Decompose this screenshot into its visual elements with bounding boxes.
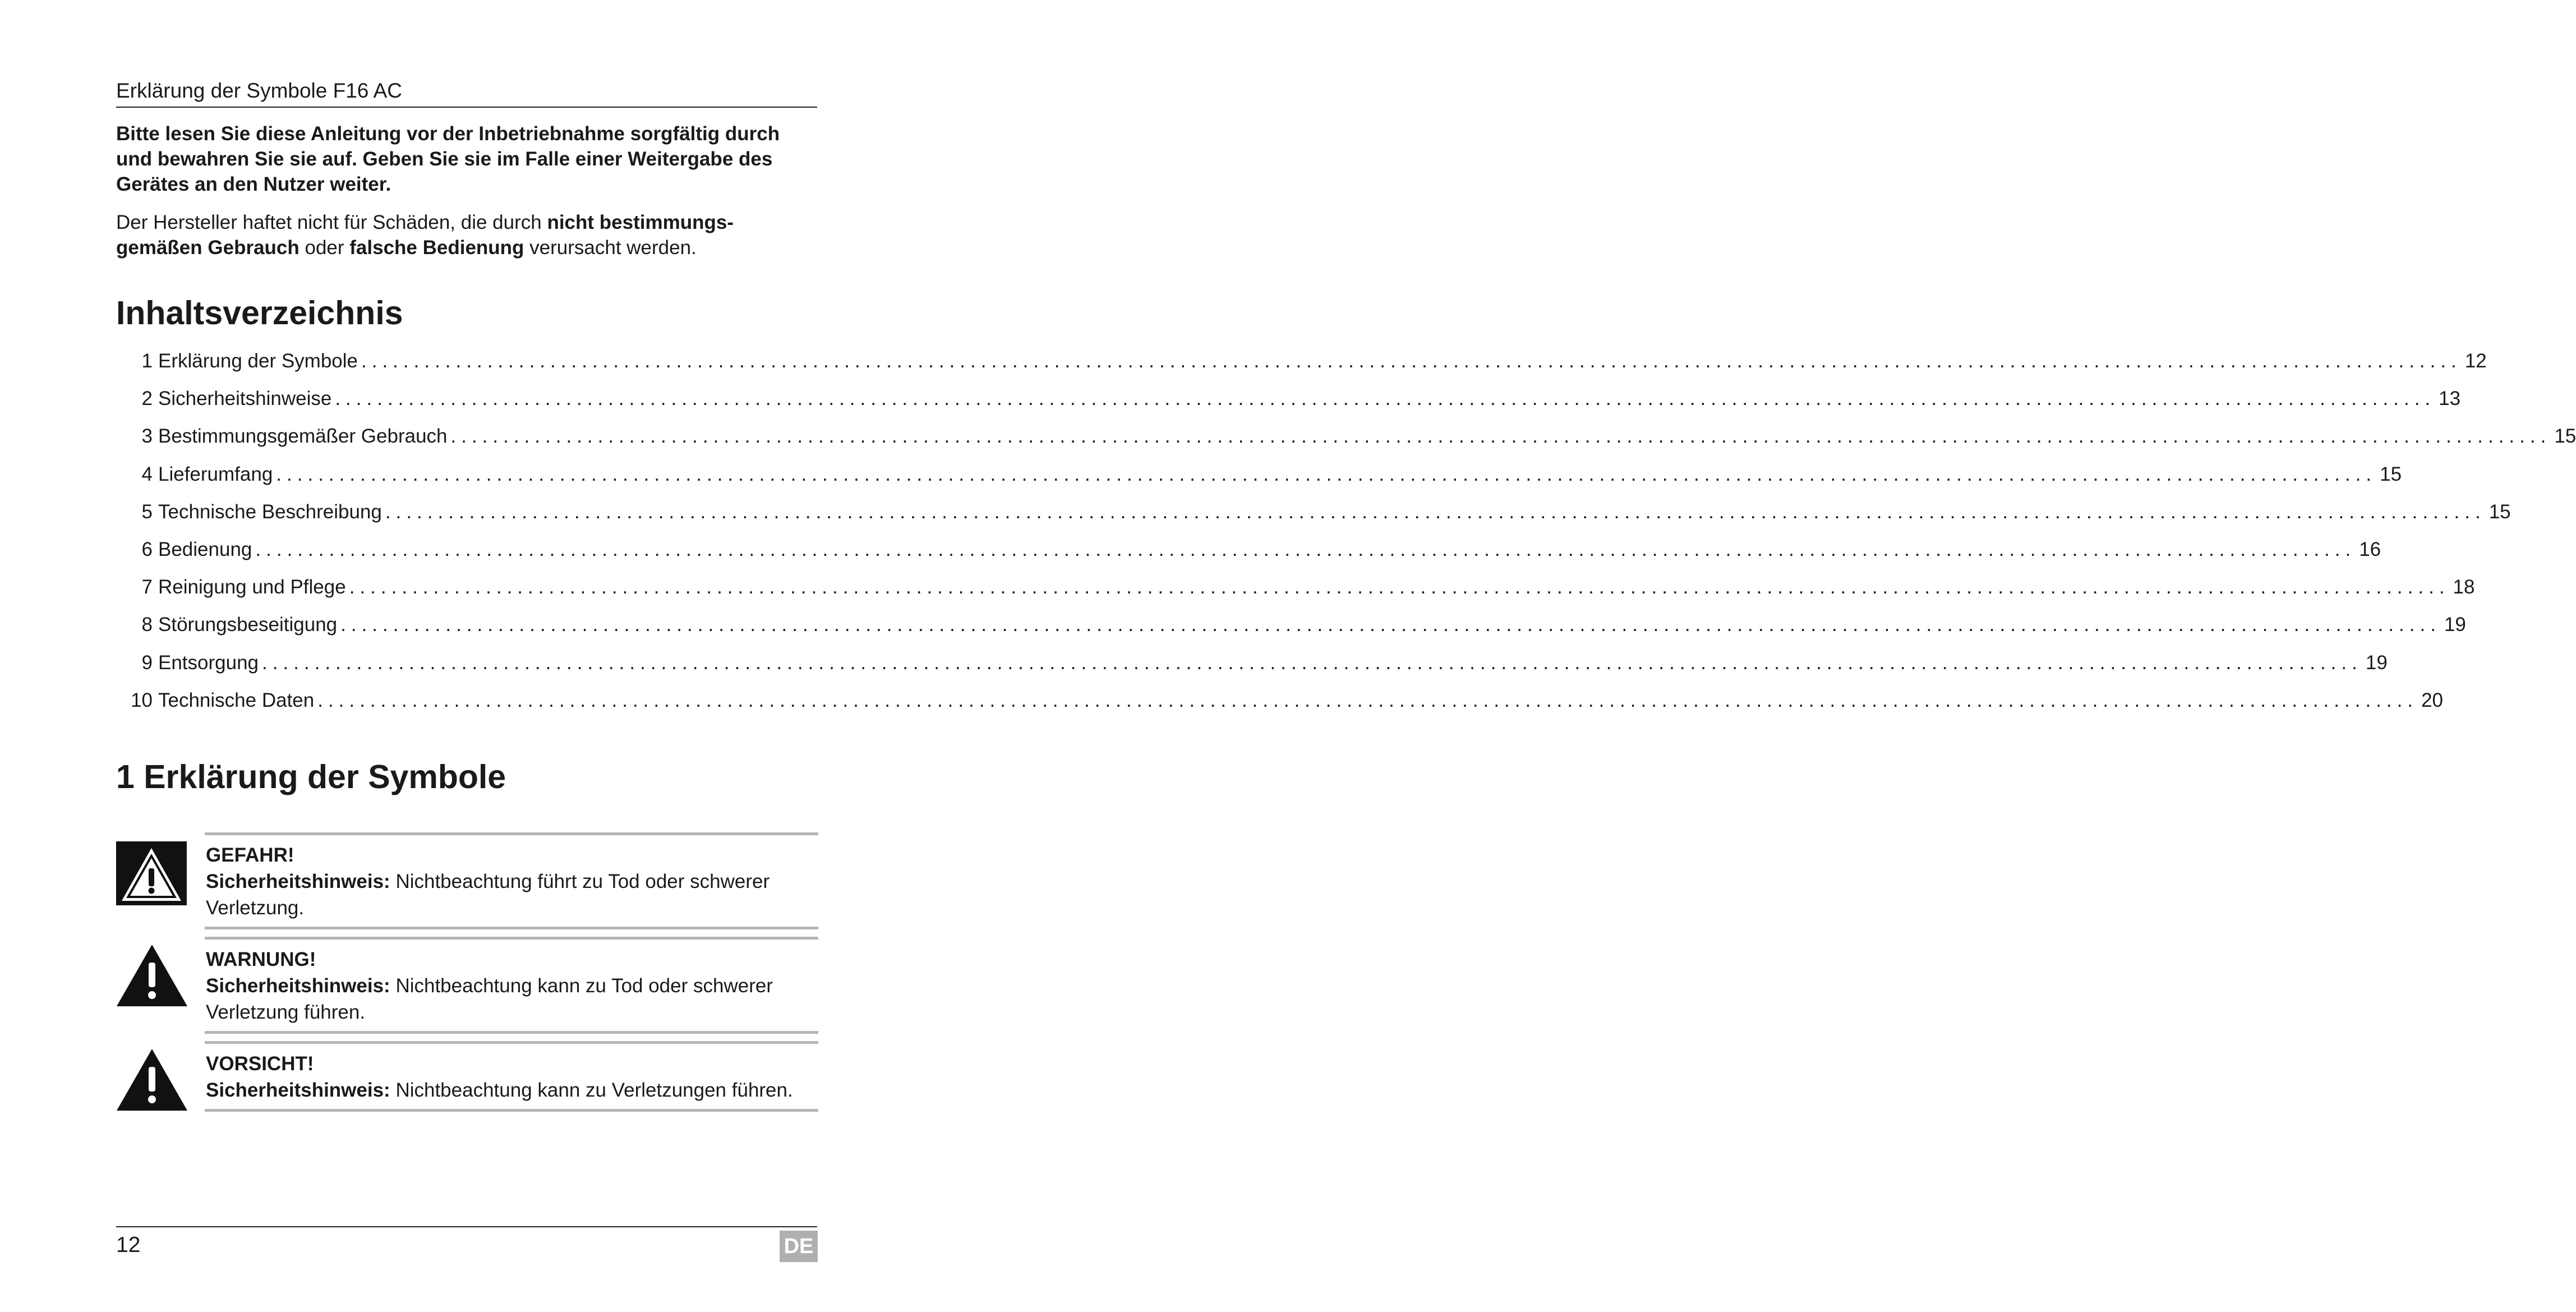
warning-notice-text: Nichtbeachtung kann zu Tod oder schwerer Verletzung führen. [206, 975, 773, 1023]
toc-entry[interactable] [123, 380, 2461, 417]
toc-entry-page: 15 [2554, 425, 2576, 448]
toc-leader-dots: ........................................................................................................................................................................................................ [317, 689, 2418, 711]
warning-triangle-icon [116, 943, 188, 1007]
caution-notice-body [206, 1077, 818, 1103]
running-header: Erklärung der Symbole F16 AC [116, 77, 817, 108]
toc-entry-page: 15 [2380, 463, 2402, 485]
toc-entry-label: Lieferumfang [158, 463, 273, 485]
toc-entry-number: 2 [141, 388, 153, 410]
toc-entry-page: 15 [2489, 500, 2511, 523]
toc-entry-label: Technische Beschreibung [158, 500, 382, 523]
toc-entry-label: Störungsbeseitigung [158, 614, 338, 636]
page-number: 12 [116, 1233, 141, 1257]
toc-entry[interactable] [123, 493, 2511, 531]
toc-leader-dots: ........................................................................................................................................................................................................ [276, 463, 2377, 485]
toc-entry-page: 16 [2359, 538, 2381, 561]
toc-entry-label: Erklärung der Symbole [158, 350, 358, 372]
toc-entry[interactable] [123, 455, 2402, 493]
danger-notice-text: Nichtbeachtung führt zu Tod oder schwerer Verletzung. [206, 871, 770, 919]
warning-notice-label: Sicherheitshinweis: [206, 975, 390, 997]
toc-entry-number: 6 [141, 538, 153, 561]
toc-entry-number: 10 [131, 689, 153, 711]
toc-entry-page: 19 [2365, 651, 2388, 674]
toc-entry-label: Sicherheitshinweise [158, 388, 332, 410]
toc-entry-label: Bedienung [158, 538, 252, 561]
symbols-section-heading: 1 Erklärung der Symbole [116, 758, 506, 795]
liability-text-1: Der Hersteller haftet nicht für Schäden, die durch [116, 211, 547, 233]
toc-entry[interactable] [123, 682, 2443, 719]
toc-entry-number: 4 [141, 463, 153, 485]
toc-entry-number: 9 [141, 651, 153, 674]
table-of-contents [123, 342, 2576, 719]
toc-entry-page: 18 [2453, 576, 2475, 599]
toc-entry-number: 8 [141, 614, 153, 636]
toc-entry-label: Bestimmungsgemäßer Gebrauch [158, 425, 448, 448]
toc-leader-dots: ........................................................................................................................................................................................................ [450, 425, 2551, 448]
caution-notice-text: Nichtbeachtung kann zu Verletzungen führen. [390, 1079, 793, 1101]
danger-warning-sign-icon [116, 841, 187, 905]
warning-notice [205, 937, 818, 1034]
caution-notice-label: Sicherheitshinweis: [206, 1079, 390, 1101]
liability-text-3: verursacht werden. [524, 237, 697, 259]
warning-notice-body [206, 973, 818, 1025]
toc-heading: Inhaltsverzeichnis [116, 294, 403, 332]
danger-notice [205, 832, 818, 929]
toc-leader-dots: ........................................................................................................................................................................................................ [262, 651, 2362, 674]
toc-leader-dots: ........................................................................................................................................................................................................ [340, 614, 2441, 636]
warning-notice-level: WARNUNG! [206, 949, 316, 970]
caution-notice [205, 1041, 818, 1112]
toc-entry-page: 13 [2439, 388, 2461, 410]
danger-notice-level: GEFAHR! [206, 844, 294, 866]
liability-bold-2: falsche Bedienung [349, 237, 524, 259]
liability-notice [116, 210, 817, 260]
toc-entry-number: 7 [141, 576, 153, 599]
toc-entry-label: Entsorgung [158, 651, 259, 674]
liability-bold-1: nicht bestimmungs-gemäßen Gebrauch [116, 211, 734, 259]
toc-entry-page: 12 [2464, 350, 2487, 372]
toc-leader-dots: ........................................................................................................................................................................................................ [385, 500, 2486, 523]
toc-leader-dots: ........................................................................................................................................................................................................ [361, 350, 2462, 372]
toc-entry-label: Technische Daten [158, 689, 315, 711]
footer-divider [116, 1226, 817, 1227]
danger-notice-body [206, 868, 818, 921]
language-badge: DE [780, 1231, 818, 1262]
liability-text-2: oder [299, 237, 350, 259]
danger-notice-label: Sicherheitshinweis: [206, 871, 390, 892]
toc-entry-number: 3 [141, 425, 153, 448]
toc-entry[interactable] [123, 644, 2388, 682]
toc-leader-dots: ........................................................................................................................................................................................................ [349, 576, 2450, 599]
caution-triangle-icon [116, 1048, 188, 1112]
toc-entry[interactable] [123, 417, 2576, 455]
toc-entry[interactable] [123, 568, 2475, 606]
caution-notice-level: VORSICHT! [206, 1053, 314, 1075]
toc-leader-dots: ........................................................................................................................................................................................................ [335, 388, 2436, 410]
read-instructions-notice: Bitte lesen Sie diese Anleitung vor der Inbetriebnahme sorgfältig durch und bewahren Sie sie auf. Geben Sie sie im Falle einer Weitergabe des Gerätes an den Nutzer weiter. [116, 123, 780, 195]
toc-entry[interactable] [123, 342, 2487, 380]
toc-leader-dots: ........................................................................................................................................................................................................ [255, 538, 2356, 561]
toc-entry-number: 1 [141, 350, 153, 372]
toc-entry[interactable] [123, 606, 2466, 643]
toc-entry[interactable] [123, 531, 2381, 568]
toc-entry-number: 5 [141, 500, 153, 523]
toc-entry-page: 20 [2421, 689, 2443, 711]
toc-entry-page: 19 [2444, 614, 2466, 636]
toc-entry-label: Reinigung und Pflege [158, 576, 346, 599]
